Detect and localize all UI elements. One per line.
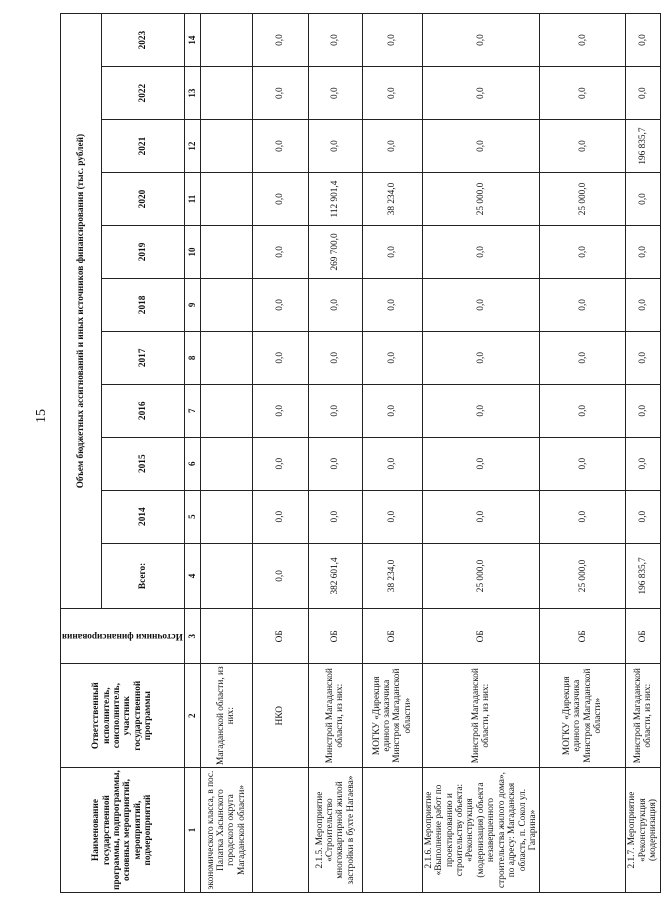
source-cell: ОБ xyxy=(252,609,308,664)
year-value-cell: 0,0 xyxy=(422,120,539,173)
table-row xyxy=(252,14,308,893)
responsible-cell: Магаданской области, из них: xyxy=(200,664,252,768)
header-year: 2017 xyxy=(102,331,185,384)
year-value-cell: 0,0 xyxy=(540,120,626,173)
year-value-cell: 0,0 xyxy=(362,225,422,278)
year-value-cell: 0,0 xyxy=(540,278,626,331)
name-cell xyxy=(362,768,422,893)
year-value-cell: 0,0 xyxy=(308,437,362,490)
total-value-cell: 196 835,7 xyxy=(626,543,660,609)
year-value-cell: 0,0 xyxy=(362,384,422,437)
year-value-cell: 25 000,0 xyxy=(422,173,539,226)
year-value-cell: 0,0 xyxy=(252,384,308,437)
year-value-cell: 0,0 xyxy=(540,331,626,384)
table-row xyxy=(308,14,362,893)
year-value-cell: 0,0 xyxy=(626,384,660,437)
name-cell: 2.1.5. Мероприятие «Строительство многоквартирной жилой застройки в бухте Нагаева» xyxy=(308,768,362,893)
page-number: 15 xyxy=(34,409,49,423)
table-row xyxy=(422,14,539,893)
header-year: 2023 xyxy=(102,14,185,67)
year-value-cell: 0,0 xyxy=(540,384,626,437)
year-value-cell xyxy=(200,490,252,543)
column-number: 13 xyxy=(184,67,200,120)
source-cell: ОБ xyxy=(308,609,362,664)
year-value-cell: 0,0 xyxy=(252,278,308,331)
total-value-cell: 38 234,0 xyxy=(362,543,422,609)
year-value-cell: 0,0 xyxy=(362,278,422,331)
column-number: 10 xyxy=(184,225,200,278)
year-value-cell xyxy=(200,437,252,490)
year-value-cell: 0,0 xyxy=(540,14,626,67)
year-value-cell: 0,0 xyxy=(362,14,422,67)
column-number: 8 xyxy=(184,331,200,384)
year-value-cell xyxy=(200,120,252,173)
year-value-cell xyxy=(200,14,252,67)
header-responsible: Ответственный исполнитель, соисполнитель, участник государственной программы xyxy=(61,664,185,768)
year-value-cell: 269 700,0 xyxy=(308,225,362,278)
name-cell xyxy=(252,768,308,893)
column-number-row xyxy=(184,14,200,893)
year-value-cell: 0,0 xyxy=(626,173,660,226)
year-value-cell: 0,0 xyxy=(308,67,362,120)
table-row xyxy=(362,14,422,893)
year-value-cell: 0,0 xyxy=(308,331,362,384)
header-year: 2014 xyxy=(102,490,185,543)
year-value-cell: 0,0 xyxy=(362,490,422,543)
year-value-cell: 0,0 xyxy=(540,490,626,543)
year-value-cell: 112 901,4 xyxy=(308,173,362,226)
header-year: 2015 xyxy=(102,437,185,490)
source-cell: ОБ xyxy=(626,609,660,664)
total-value-cell xyxy=(200,543,252,609)
year-value-cell: 0,0 xyxy=(626,490,660,543)
year-value-cell: 0,0 xyxy=(422,225,539,278)
year-value-cell: 0,0 xyxy=(252,331,308,384)
column-number: 3 xyxy=(184,609,200,664)
header-funding-group: Объем бюджетных ассигнований и иных источников финансирования (тыс. рублей) xyxy=(61,14,102,609)
total-value-cell: 0,0 xyxy=(252,543,308,609)
responsible-cell: Минстрой Магаданской области, из них: xyxy=(308,664,362,768)
column-number: 14 xyxy=(184,14,200,67)
year-value-cell xyxy=(200,278,252,331)
year-value-cell: 0,0 xyxy=(626,278,660,331)
year-value-cell xyxy=(200,67,252,120)
total-value-cell: 25 000,0 xyxy=(422,543,539,609)
header-total: Всего: xyxy=(102,543,185,609)
table-row xyxy=(200,14,252,893)
source-cell: ОБ xyxy=(362,609,422,664)
year-value-cell: 0,0 xyxy=(422,14,539,67)
year-value-cell: 0,0 xyxy=(540,437,626,490)
total-value-cell: 382 601,4 xyxy=(308,543,362,609)
year-value-cell: 0,0 xyxy=(308,278,362,331)
header-year: 2016 xyxy=(102,384,185,437)
table-row xyxy=(540,14,626,893)
year-value-cell: 0,0 xyxy=(422,67,539,120)
year-value-cell: 0,0 xyxy=(252,490,308,543)
year-value-cell: 0,0 xyxy=(252,225,308,278)
column-number: 1 xyxy=(184,768,200,893)
year-value-cell: 0,0 xyxy=(540,225,626,278)
year-value-cell: 0,0 xyxy=(308,490,362,543)
name-cell xyxy=(540,768,626,893)
year-value-cell xyxy=(200,384,252,437)
header-source-text: Источники финансирования xyxy=(62,631,183,642)
responsible-cell: НКО xyxy=(252,664,308,768)
year-value-cell: 0,0 xyxy=(422,384,539,437)
name-cell: 2.1.7. Мероприятие «Реконструкция (модернизация) xyxy=(626,768,660,893)
year-value-cell: 0,0 xyxy=(362,437,422,490)
name-cell: 2.1.6. Мероприятие «Выполнение работ по проектированию и строительству объекта: «Реконструкция (модернизация) объекта незавершенного строительства жилого дома», по адресу: Магаданская область, п. Сокол ул. Гагарина» xyxy=(422,768,539,893)
year-value-cell xyxy=(200,173,252,226)
year-value-cell xyxy=(200,331,252,384)
header-year: 2022 xyxy=(102,67,185,120)
column-number: 6 xyxy=(184,437,200,490)
total-value-cell: 25 000,0 xyxy=(540,543,626,609)
table-row xyxy=(626,14,660,893)
responsible-cell: Минстрой Магаданской области, из них: xyxy=(422,664,539,768)
year-value-cell: 0,0 xyxy=(626,14,660,67)
header-year: 2020 xyxy=(102,173,185,226)
year-value-cell: 0,0 xyxy=(308,14,362,67)
source-cell: ОБ xyxy=(422,609,539,664)
year-value-cell: 0,0 xyxy=(362,67,422,120)
responsible-cell: Минстрой Магаданской области, из них: xyxy=(626,664,660,768)
table-body xyxy=(200,14,660,893)
year-value-cell: 38 234,0 xyxy=(362,173,422,226)
year-value-cell: 0,0 xyxy=(252,67,308,120)
source-cell: ОБ xyxy=(540,609,626,664)
column-number: 2 xyxy=(184,664,200,768)
year-value-cell: 0,0 xyxy=(422,437,539,490)
responsible-cell: МОГКУ «Дирекция единого заказчика Минстроя Магаданской области» xyxy=(540,664,626,768)
column-number: 11 xyxy=(184,173,200,226)
year-value-cell: 0,0 xyxy=(422,278,539,331)
year-value-cell xyxy=(200,225,252,278)
year-value-cell: 0,0 xyxy=(252,120,308,173)
year-value-cell: 0,0 xyxy=(252,437,308,490)
financing-table xyxy=(60,13,661,893)
source-cell xyxy=(200,609,252,664)
year-value-cell: 0,0 xyxy=(422,331,539,384)
responsible-cell: МОГКУ «Дирекция единого заказчика Минстроя Магаданской области» xyxy=(362,664,422,768)
column-number: 5 xyxy=(184,490,200,543)
name-cell: экономического класса, в пос. Палатка Хасынского городского округа Магаданской области» xyxy=(200,768,252,893)
year-value-cell: 0,0 xyxy=(422,490,539,543)
year-value-cell: 0,0 xyxy=(362,331,422,384)
year-value-cell: 0,0 xyxy=(626,331,660,384)
year-value-cell: 196 835,7 xyxy=(626,120,660,173)
header-name: Наименование государственной программы, подпрограммы, основных мероприятий, мероприятий, подмероприятий xyxy=(61,768,185,893)
rotated-table-wrapper xyxy=(60,13,659,893)
year-value-cell: 0,0 xyxy=(626,67,660,120)
header-year: 2018 xyxy=(102,278,185,331)
column-number: 4 xyxy=(184,543,200,609)
header-year: 2019 xyxy=(102,225,185,278)
header-year: 2021 xyxy=(102,120,185,173)
year-value-cell: 0,0 xyxy=(308,384,362,437)
column-number: 12 xyxy=(184,120,200,173)
column-number: 9 xyxy=(184,278,200,331)
year-value-cell: 0,0 xyxy=(540,67,626,120)
header-source xyxy=(61,609,185,664)
year-value-cell: 25 000,0 xyxy=(540,173,626,226)
year-value-cell: 0,0 xyxy=(362,120,422,173)
year-value-cell: 0,0 xyxy=(252,14,308,67)
year-value-cell: 0,0 xyxy=(626,437,660,490)
year-value-cell: 0,0 xyxy=(308,120,362,173)
year-value-cell: 0,0 xyxy=(626,225,660,278)
column-number: 7 xyxy=(184,384,200,437)
year-value-cell: 0,0 xyxy=(252,173,308,226)
